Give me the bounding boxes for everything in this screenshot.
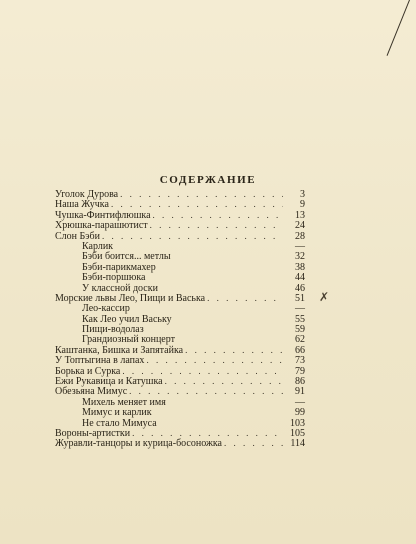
toc-entry bbox=[55, 376, 305, 386]
toc-entry bbox=[55, 428, 305, 438]
toc-entry-page: 13 bbox=[295, 209, 305, 221]
toc-leader-dots bbox=[120, 189, 283, 199]
toc-entry-title: Каштанка, Бишка и Запятайка bbox=[55, 344, 184, 356]
toc-entry bbox=[55, 345, 305, 355]
toc-entry-page: 114 bbox=[290, 438, 305, 450]
toc-entry-page: — bbox=[295, 303, 305, 315]
toc-entry-title: Хрюшка-парашютист bbox=[55, 220, 148, 232]
toc-entry bbox=[55, 210, 305, 220]
toc-entry-title: Ежи Рукавица и Катушка bbox=[55, 376, 163, 388]
toc-entry-title: Грандиозный концерт bbox=[82, 334, 175, 346]
table-of-contents bbox=[55, 189, 329, 450]
toc-entry bbox=[55, 366, 305, 376]
toc-entry-title: У Топтыгина в лапах bbox=[55, 355, 145, 367]
toc-entry-page: — bbox=[295, 240, 305, 252]
toc-entry-page: 73 bbox=[295, 355, 305, 367]
toc-leader-dots bbox=[111, 199, 283, 209]
toc-entry-page: 38 bbox=[295, 261, 305, 273]
toc-entry bbox=[55, 231, 305, 241]
toc-entry-title: Журавли-танцоры и курица-босоножка bbox=[55, 438, 222, 450]
toc-entry-title: Бэби-парикмахер bbox=[82, 261, 156, 273]
toc-entry bbox=[55, 220, 305, 230]
toc-entry-page: 86 bbox=[295, 376, 305, 388]
corner-pencil-line bbox=[387, 0, 410, 56]
toc-leader-dots bbox=[132, 428, 283, 438]
toc-entry-title: Мимус и карлик bbox=[82, 407, 152, 419]
toc-entry-title: У классной доски bbox=[82, 282, 158, 294]
toc-entry bbox=[55, 438, 305, 448]
toc-entry-page: 103 bbox=[290, 417, 305, 429]
toc-entry bbox=[55, 241, 305, 251]
toc-leader-dots bbox=[185, 345, 283, 355]
toc-leader-dots bbox=[207, 293, 283, 303]
toc-entry-title: Вороны-артистки bbox=[55, 427, 131, 439]
toc-entry bbox=[55, 418, 305, 428]
toc-entry-title: Бэби боится... метлы bbox=[82, 251, 171, 263]
toc-entry bbox=[55, 386, 305, 396]
toc-entry-title: Не стало Мимуса bbox=[82, 417, 157, 429]
toc-entry-page: 3 bbox=[300, 189, 305, 200]
toc-leader-dots bbox=[122, 366, 283, 376]
toc-entry-page: 9 bbox=[300, 199, 305, 211]
toc-entry-page: 62 bbox=[295, 334, 305, 346]
toc-entry-title: Морские львы Лео, Пищи и Васька bbox=[55, 292, 206, 304]
toc-entry-page: 66 bbox=[295, 344, 305, 356]
page-title: СОДЕРЖАНИЕ bbox=[159, 174, 257, 186]
toc-entry bbox=[55, 355, 305, 365]
toc-entry-title: Пищи-водолаз bbox=[82, 324, 144, 336]
toc-entry-page: 55 bbox=[295, 313, 305, 325]
toc-entry bbox=[55, 314, 305, 324]
toc-leader-dots bbox=[129, 386, 283, 396]
toc-leader-dots bbox=[146, 355, 283, 365]
toc-entry-title: Уголок Дурова bbox=[55, 189, 119, 200]
toc-leader-dots bbox=[224, 438, 283, 448]
toc-entry bbox=[55, 397, 305, 407]
toc-entry bbox=[55, 407, 305, 417]
toc-entry bbox=[55, 199, 305, 209]
toc-entry bbox=[55, 334, 305, 344]
toc-entry-page: 99 bbox=[295, 407, 305, 419]
toc-entry bbox=[55, 303, 305, 313]
toc-entry-title: Михель меняет имя bbox=[82, 396, 166, 408]
toc-entry-title: Чушка-Финтифлюшка bbox=[55, 209, 151, 221]
toc-entry-page: 91 bbox=[295, 386, 305, 398]
toc-entry-title: Лео-кассир bbox=[82, 303, 130, 315]
toc-entry-page: 51 bbox=[295, 292, 305, 304]
toc-entry bbox=[55, 251, 305, 261]
toc-entry bbox=[55, 283, 305, 293]
toc-entry-title: Обезьяна Мимус bbox=[55, 386, 128, 398]
toc-entry-title: Бэби-поршюка bbox=[82, 272, 146, 284]
toc-entry-page: 79 bbox=[295, 365, 305, 377]
toc-entry bbox=[55, 289, 329, 304]
toc-entry-title: Наша Жучка bbox=[55, 199, 109, 211]
toc-entry-page: 59 bbox=[295, 324, 305, 336]
toc-entry bbox=[55, 189, 305, 199]
toc-entry-page: 28 bbox=[295, 230, 305, 242]
toc-leader-dots bbox=[150, 220, 283, 230]
toc-entry bbox=[55, 324, 305, 334]
toc-entry-title: Как Лео учил Ваську bbox=[82, 313, 172, 325]
toc-leader-dots bbox=[102, 231, 283, 241]
toc-entry-page: 32 bbox=[295, 251, 305, 263]
toc-leader-dots bbox=[153, 210, 283, 220]
toc-entry-title: Слон Бэби bbox=[55, 230, 100, 242]
handwritten-mark: ✗ bbox=[318, 289, 329, 304]
toc-entry-page: 44 bbox=[295, 272, 305, 284]
toc-entry bbox=[55, 262, 305, 272]
toc-entry-title: Борька и Сурка bbox=[55, 365, 121, 377]
toc-entry-title: Карлик bbox=[82, 240, 114, 252]
toc-entry-page: 105 bbox=[290, 427, 305, 439]
toc-leader-dots bbox=[165, 376, 283, 386]
toc-entry-page: 46 bbox=[295, 282, 305, 294]
toc-entry-page: 24 bbox=[295, 220, 305, 232]
toc-entry bbox=[55, 272, 305, 282]
toc-entry-page: — bbox=[295, 396, 305, 408]
